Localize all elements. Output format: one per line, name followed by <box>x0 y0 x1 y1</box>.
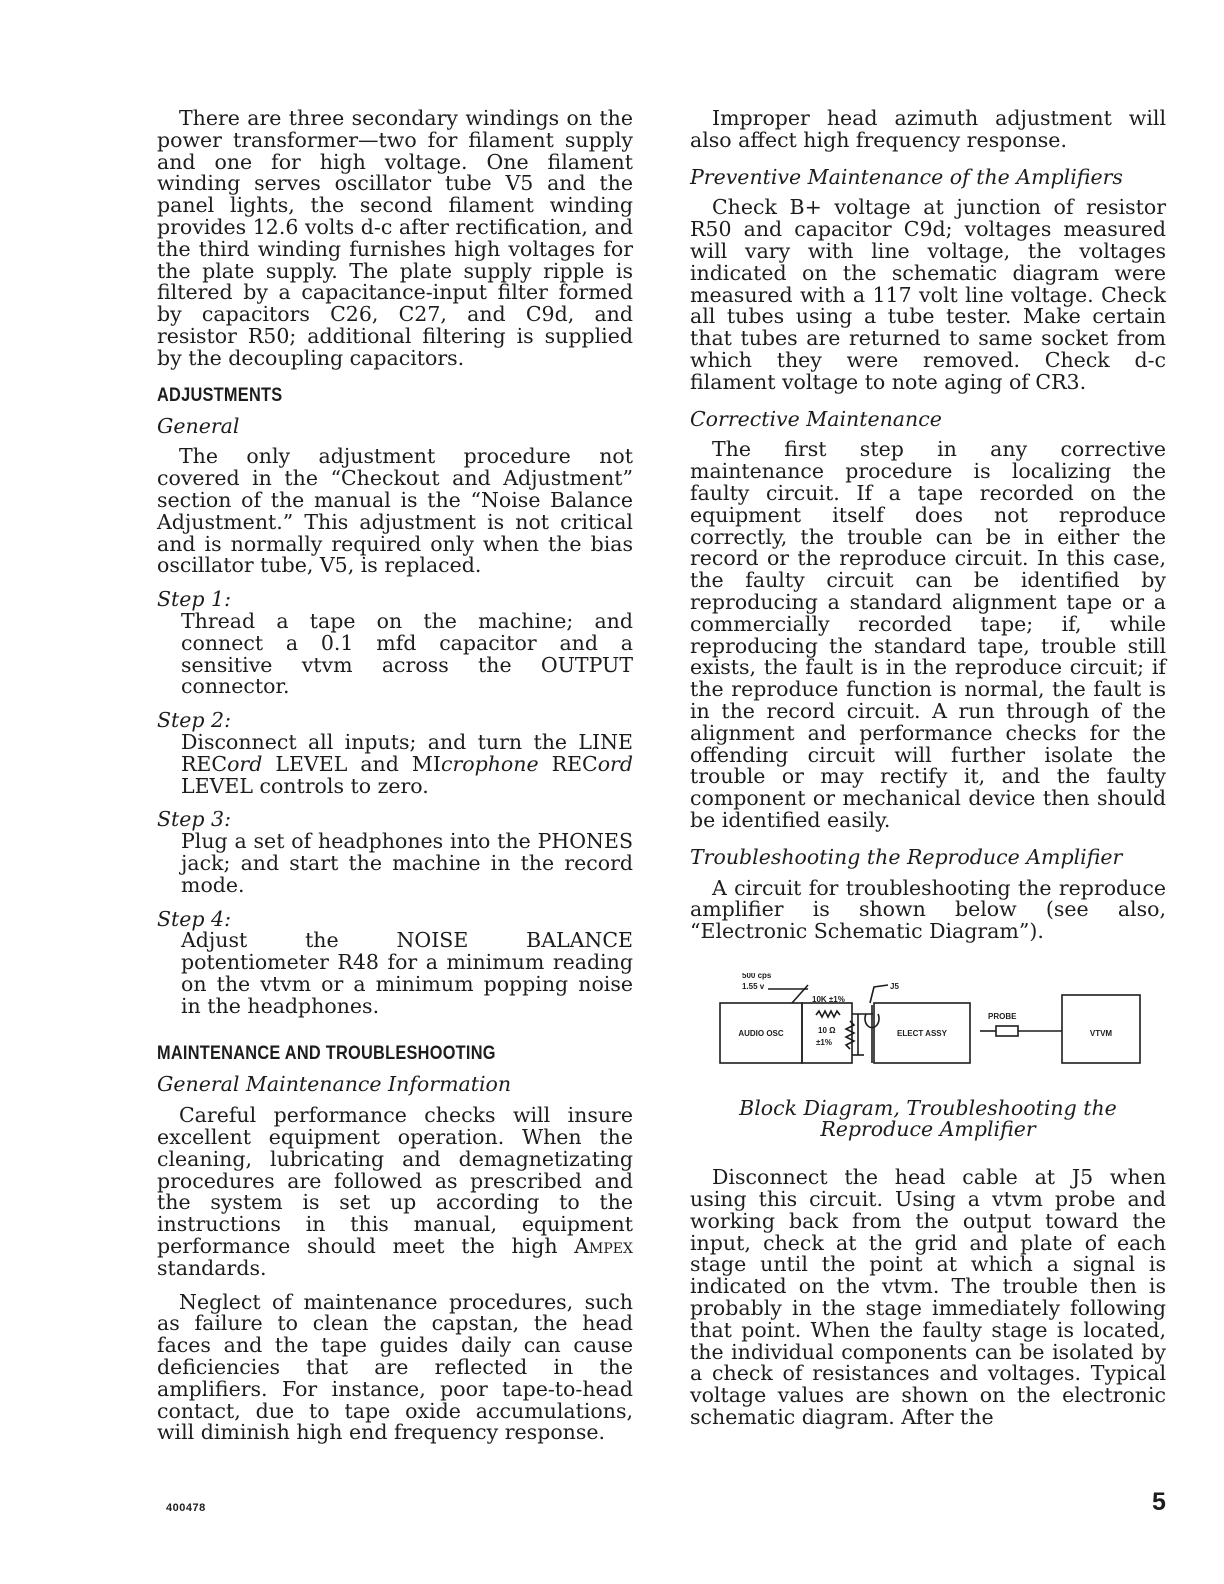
block-diagram <box>690 973 1166 1083</box>
step-1-text: Thread a tape on the machine; and connect a 0.1 mfd capacitor and a sensitive vtvm across the OUTPUT connector. <box>181 608 633 699</box>
disconnect-paragraph: Disconnect the head cable at J5 when using this circuit. Using a vtvm probe and working back from the output toward the input, check at the grid and plate of each stage until the point at which a signal is indicated on the vtvm. The trouble then is probably in the stage immediately following that point. When the faulty stage is located, the individual components can be isolated by a check of resistances and voltages. Typical voltage values are shown on the electronic schematic diagram. After the <box>690 1165 1166 1430</box>
corrective-paragraph: The first step in any corrective maintenance procedure is localizing the faulty circuit. If a tape recorded on the equipment itself does not reproduce correctly, the trouble can be in either the record or the reproduce circuit. In this case, the faulty circuit can be identified by reproducing a standard alignment tape or a commercially recorded tape; if, while reproducing the standard tape, trouble still exists, the fault is in the reproduce circuit; if the reproduce function is normal, the fault is in the record circuit. A run through of the alignment and performance checks for the offending circuit will further isolate the trouble or may rectify it, and the faulty component or mechanical device then should be identified easily. <box>690 437 1166 832</box>
maintenance-heading: MAINTENANCE AND TROUBLESHOOTING <box>157 1043 496 1065</box>
left-column <box>157 108 633 1444</box>
azimuth-paragraph: Improper head azimuth adjustment will also affect high frequency response. <box>690 106 1166 152</box>
neglect-paragraph: Neglect of maintenance procedures, such as failure to clean the capstan, the head faces and the tape guides daily can cause deficiencies that are reflected in the amplifiers. For instance, poor tape-to-head contact, due to tape oxide accumulations, will diminish high end frequency response. <box>157 1289 633 1445</box>
general-paragraph: The only adjustment procedure not covered in the “Checkout and Adjustment” section of the manual is the “Noise Balance Adjustment.” This adjustment is not critical and is normally required only when the bias oscillator tube, V5, is replaced. <box>157 444 633 578</box>
step-2-text <box>181 729 633 798</box>
step-2-part1: Disconnect all inputs; and turn the LINE REC <box>181 729 633 776</box>
probe-label: PROBE <box>988 1011 1017 1021</box>
troubleshooting-subhead: Troubleshooting the Reproduce Amplifier <box>690 844 1123 869</box>
step-2-part7: LEVEL controls to zero. <box>181 773 429 798</box>
performance-paragraph <box>157 1105 633 1279</box>
page-number: 5 <box>1152 1488 1166 1516</box>
corrective-subhead: Corrective Maintenance <box>690 406 942 431</box>
adjustments-heading: ADJUSTMENTS <box>157 384 283 406</box>
intro-paragraph: There are three secondary windings on the power transformer—two for filament supply and one for high voltage. One filament winding serves oscillator tube V5 and the panel lights, the second filament winding provides 12.6 volts d-c after rectification, and the third winding furnishes high voltages for the plate supply. The plate supply ripple is filtered by a capacitance-input filter formed by capacitors C26, C27, and C9d, and resistor R50; additional filtering is supplied by the decoupling capacitors. <box>157 106 633 370</box>
step-2-part6: ord <box>597 751 633 776</box>
step-2-part5: REC <box>538 751 598 776</box>
troubleshooting-paragraph: A circuit for troubleshooting the reproduce amplifier is shown below (see also, “Electronic Schematic Diagram”). <box>690 875 1166 944</box>
step-2-label: Step 2: <box>157 708 232 733</box>
freq-label: 500 cps <box>742 972 772 980</box>
general-maintenance-subhead: General Maintenance Information <box>157 1072 512 1097</box>
j5-lead <box>870 985 888 1003</box>
preventive-paragraph: Check B+ voltage at junction of resistor R50 and capacitor C9d; voltages measured will vary with line voltage, the voltages indicated on the schematic diagram were measured with a 117 volt line voltage. Check all tubes using a tube tester. Make certain that tubes are returned to same socket from which they were removed. Check d-c filament voltage to note aging of CR3. <box>690 195 1166 394</box>
res1-label: 10K ±1% <box>812 994 845 1004</box>
step-4-label: Step 4: <box>157 906 232 931</box>
step-4-text: Adjust the NOISE BALANCE potentiometer R48 for a minimum reading on the vtvm or a minimum popping noise in the headphones. <box>181 928 633 1018</box>
document-code: 400478 <box>166 1502 206 1514</box>
res2-label: 10 Ω <box>818 1025 836 1035</box>
step-2-part4: crophone <box>440 751 539 776</box>
audio-osc-label: AUDIO OSC <box>738 1028 784 1038</box>
step-2-part2: ord <box>227 751 263 776</box>
ampex-brand: Ampex <box>574 1234 633 1259</box>
performance-text-a: Careful performance checks will insure excellent equipment operation. When the cleaning, lubricating and demagnetizating procedures are followed as prescribed and the system is set up according to the instructions in this manual, equipment performance should meet the high <box>157 1103 633 1259</box>
preventive-subhead: Preventive Maintenance of the Amplifiers <box>690 164 1123 189</box>
step-3-label: Step 3: <box>157 807 232 832</box>
diagram-caption-line-2: Reproduce Amplifier <box>820 1117 1036 1142</box>
performance-text-b: standards. <box>157 1255 267 1280</box>
res2-tolerance: ±1% <box>816 1037 832 1047</box>
vtvm-label: VTVM <box>1089 1028 1113 1038</box>
probe-body <box>996 1026 1018 1036</box>
diagram-caption-line-1: Block Diagram, Troubleshooting the <box>739 1095 1117 1120</box>
right-column <box>690 108 1166 1429</box>
jack-label: J5 <box>890 981 899 991</box>
step-3-text: Plug a set of headphones into the PHONES jack; and start the machine in the record mode. <box>181 829 633 897</box>
volt-label: 1.55 v <box>742 981 765 991</box>
osc-lead <box>792 985 808 1003</box>
resistor-10k-symbol <box>816 1011 840 1017</box>
step-1-label: Step 1: <box>157 587 232 612</box>
general-subhead: General <box>157 413 240 438</box>
step-2-part3: LEVEL and MI <box>262 751 441 776</box>
elect-assy-label: ELECT ASSY <box>897 1028 947 1038</box>
